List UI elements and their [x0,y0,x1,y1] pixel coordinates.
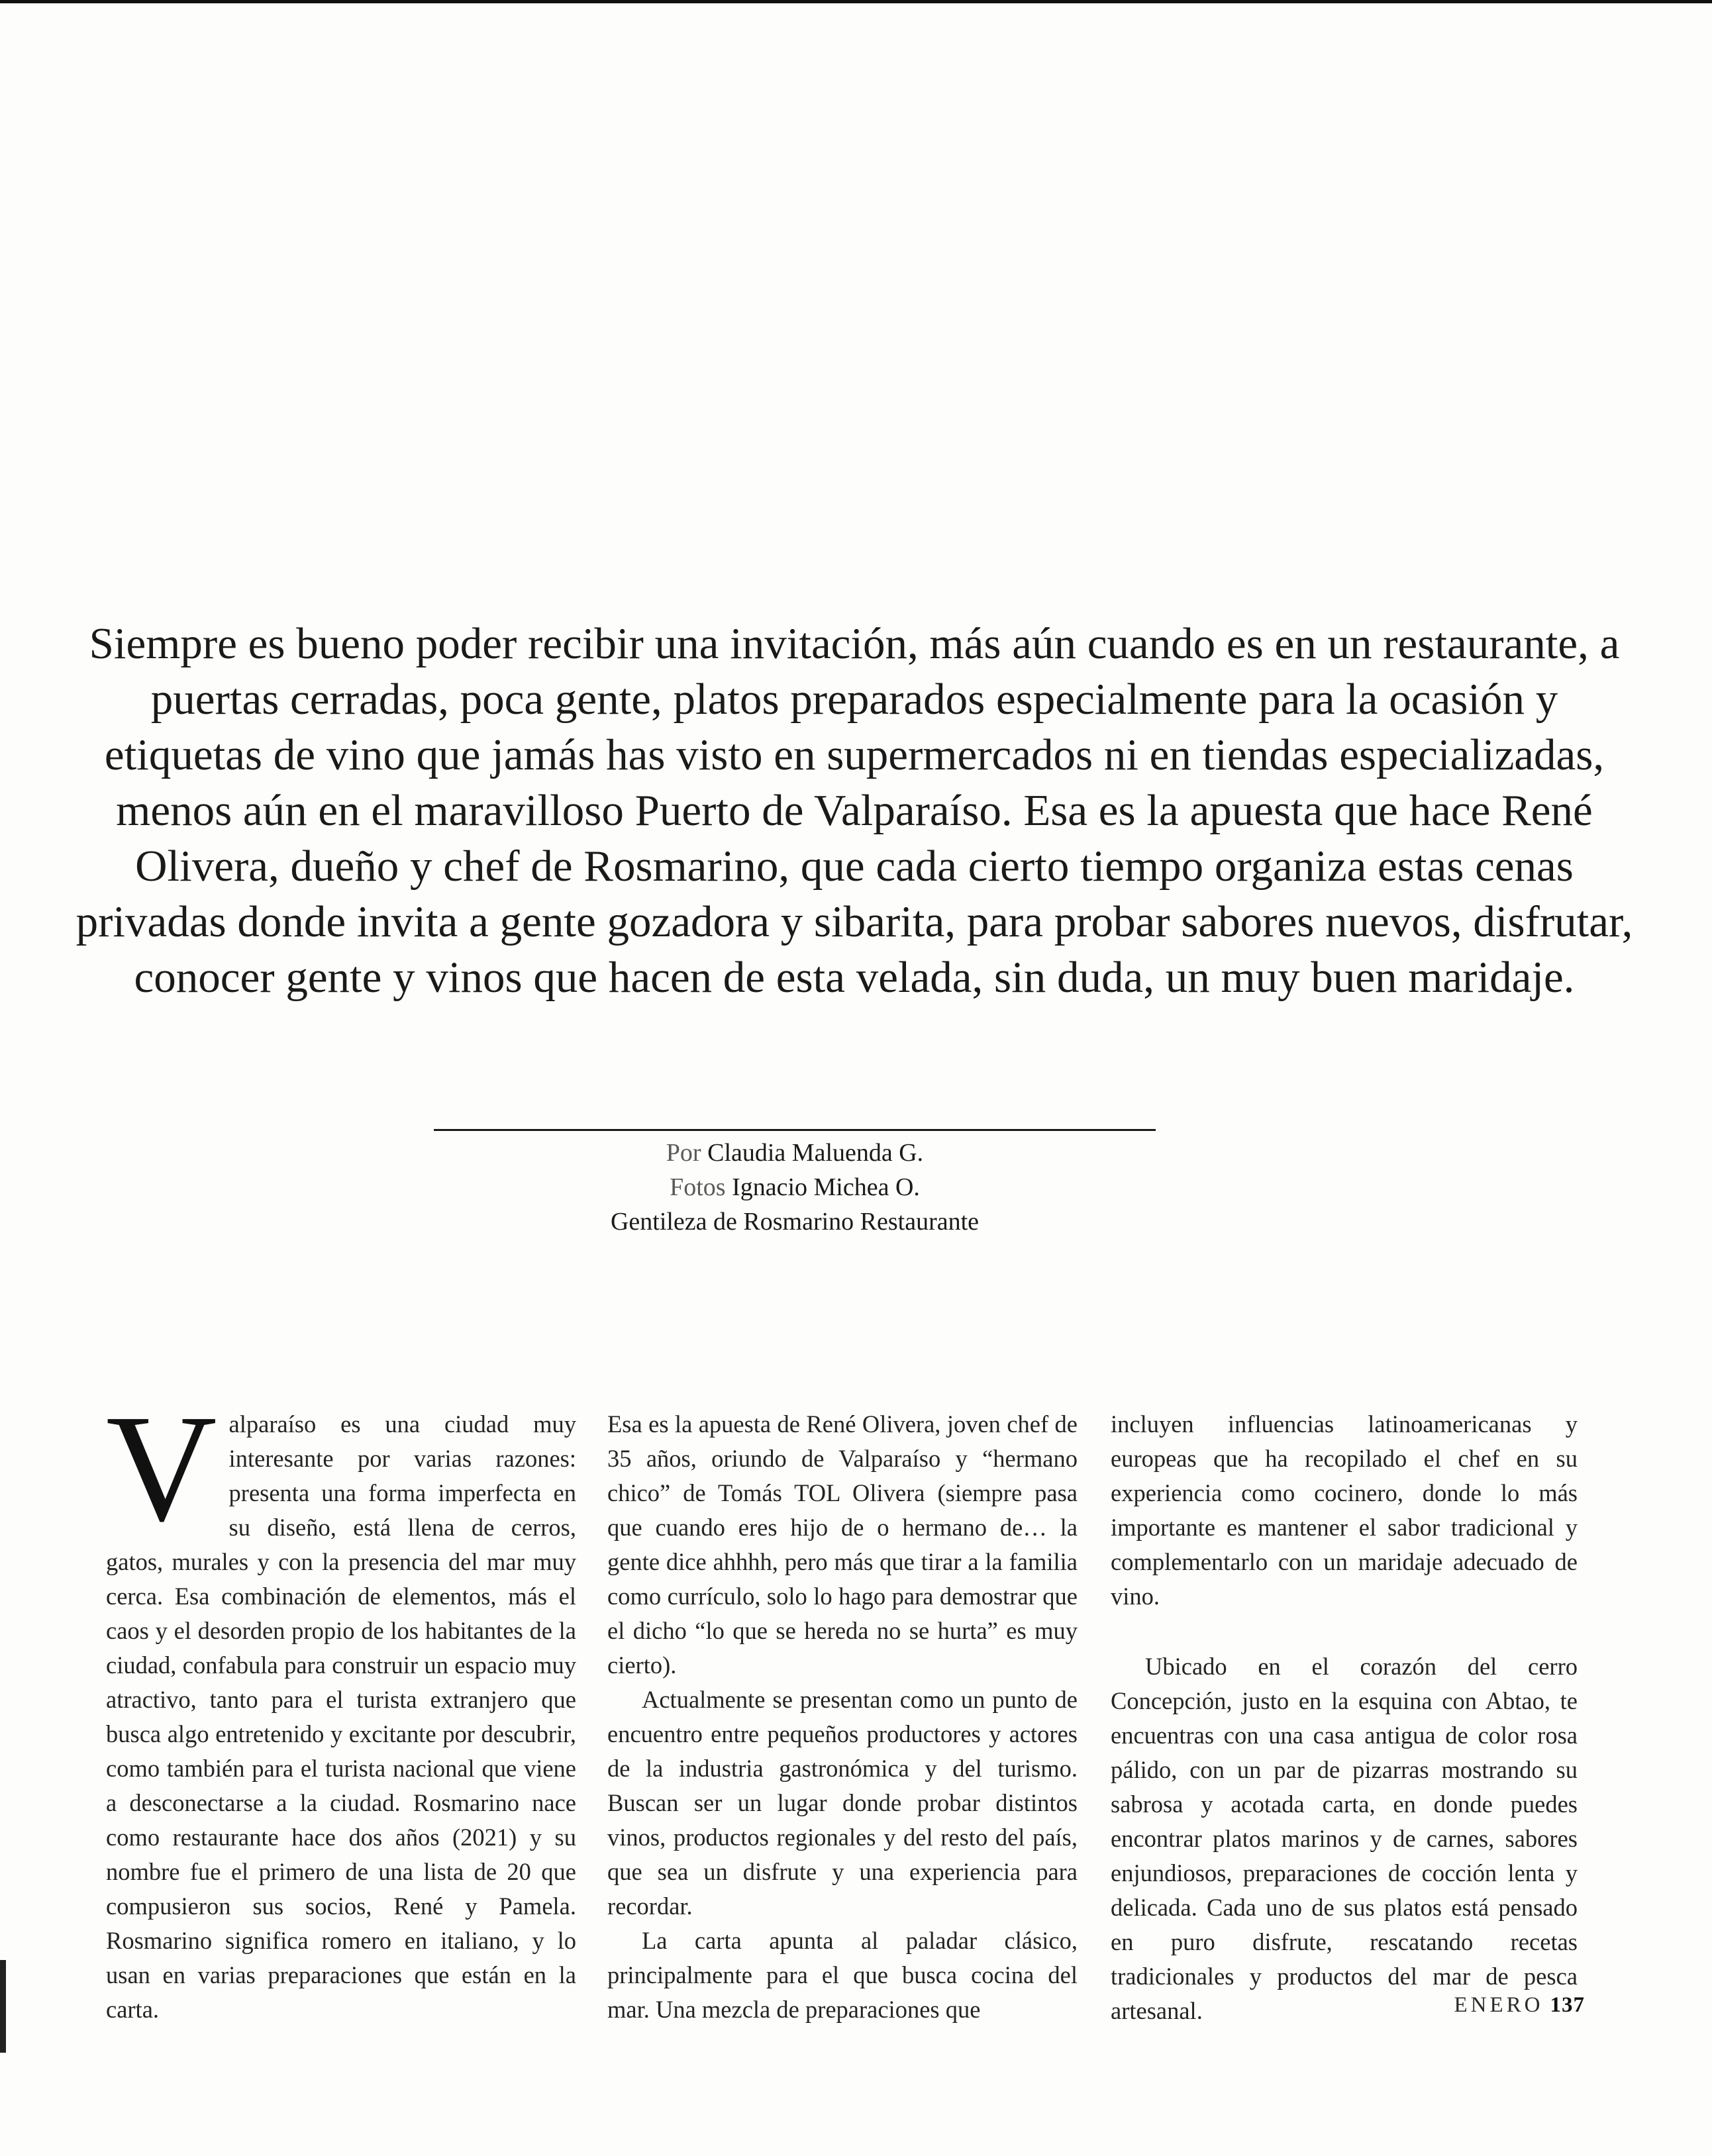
top-border [0,0,1712,3]
column-2-paragraph-1: Esa es la apuesta de René Olivera, joven chef de 35 años, oriundo de Valparaíso y “hermano chico” de Tomás TOL Olivera (siempre pasa que cuando eres hijo de o hermano de… la gente dice ahhhh, pero más que tirar a la familia como currículo, solo lo hago para demostrar que el dicho “lo que se hereda no se hurta” es muy cierto). [607,1410,1078,1679]
byline-divider [434,1129,1156,1131]
intro-text: Siempre es bueno poder recibir una invitación, más aún cuando es en un restaurante, a puertas cerradas, poca gente, platos preparados especialmente para la ocasión y etiquetas de vino que jamás has visto en supermercados ni en tiendas especializadas, menos aún en el maravilloso Puerto de Valparaíso. Esa es la apuesta que hace René Olivera, dueño y chef de Rosmarino, que cada cierto tiempo organiza estas cenas privadas donde invita a gente gozadora y sibarita, para probar sabores nuevos, disfrutar, conocer gente y vinos que hacen de esta velada, sin duda, un muy buen maridaje. [76,619,1633,1002]
author-prefix: Por [666,1139,701,1167]
article-column-1 [106,1383,576,2027]
author-line [434,1136,1156,1170]
footer-month: ENERO [1454,1993,1544,2017]
intro-paragraph [73,616,1636,1005]
column-3-paragraph-2: Ubicado en el corazón del cerro Concepción, justo en la esquina con Abtao, te encuentras con una casa antigua de color rosa pálido, con un par de pizarras mostrando su sabrosa y acotada carta, en donde puedes encontrar platos marinos y de carnes, sabores enjundiosos, preparaciones de cocción lenta y delicada. Cada uno de sus platos está pensado en puro disfrute, rescatando recetas tradicionales y productos del mar de pesca artesanal. [1111,1653,1578,2024]
byline [434,1136,1156,1239]
scan-edge-mark [0,1960,6,2053]
courtesy-line: Gentileza de Rosmarino Restaurante [610,1208,980,1236]
column-2-paragraph-3: La carta apunta al paladar clásico, principalmente para el que busca cocina del mar. Una mezcla de preparaciones que [607,1927,1078,2023]
author-name: Claudia Maluenda G. [707,1139,924,1167]
column-1-paragraph-1: alparaíso es una ciudad muy interesante por varias razones: presenta una forma imperfecta en su diseño, está llena de cerros, gatos, murales y con la presencia del mar muy cerca. Esa combinación de elementos, más el caos y el desorden propio de los habitantes de la ciudad, confabula para construir un espacio muy atractivo, tanto para el turista extranjero que busca algo entretenido y excitante por descubrir, como también para el turista nacional que viene a desconectarse a la ciudad. Rosmarino nace como restaurante hace dos años (2021) y su nombre fue el primero de una lista de 20 que compusieron sus socios, René y Pamela. Rosmarino significa romero en italiano, y lo usan en varias preparaciones que están en la carta. [106,1410,576,2023]
column-2-paragraph-2: Actualmente se presentan como un punto de encuentro entre pequeños productores y actores de la industria gastronómica y del turismo. Buscan ser un lugar donde probar distintos vinos, productos regionales y del resto del país, que sea un disfrute y una experiencia para recordar. [607,1686,1078,1920]
photographer-name: Ignacio Michea O. [732,1173,920,1201]
article-column-3 [1111,1407,1578,2028]
photos-prefix: Fotos [670,1173,726,1201]
photos-line [434,1170,1156,1204]
column-3-paragraph-1: incluyen influencias latinoamericanas y europeas que ha recopilado el chef en su experiencia como cocinero, donde lo más importante es mantener el sabor tradicional y complementarlo con un maridaje adecuado de vino. [1111,1410,1578,1610]
page-footer [1454,1993,1586,2018]
drop-cap: V [106,1383,217,1553]
article-column-2 [607,1407,1078,2027]
page-number: 137 [1550,1993,1585,2017]
